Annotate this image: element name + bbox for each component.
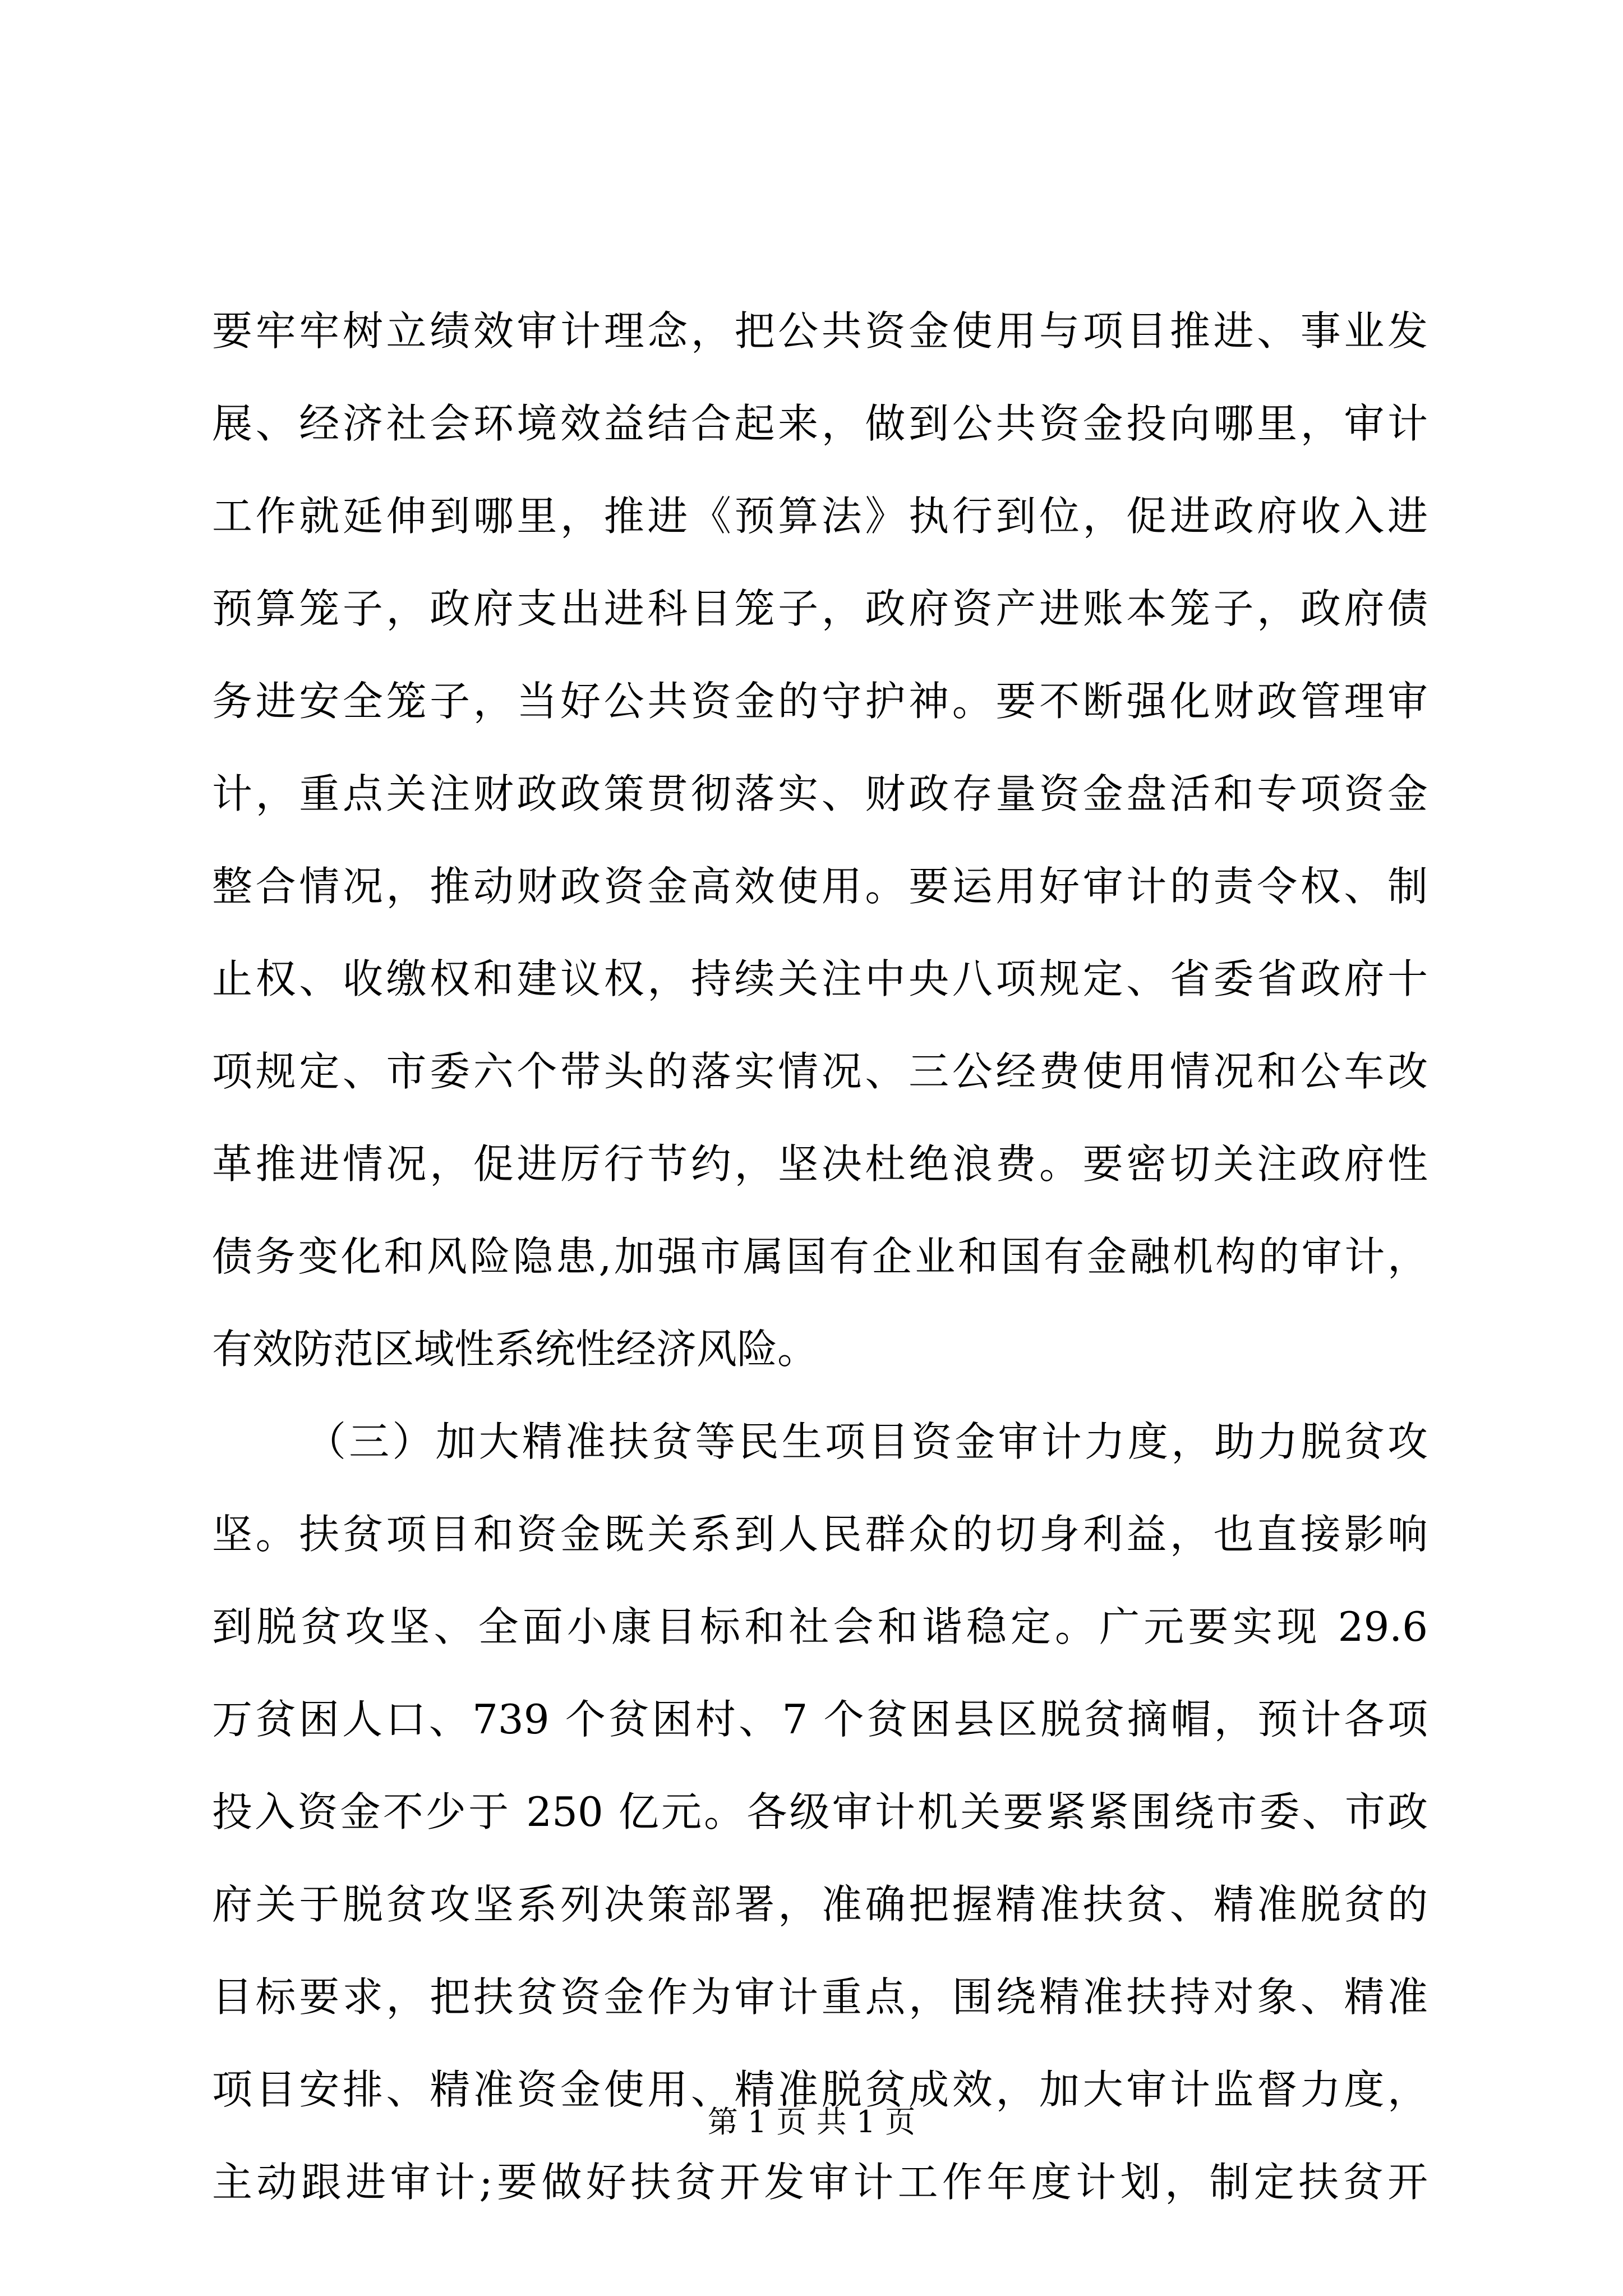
text-line: （三）加大精准扶贫等民生项目资金审计力度，助力脱贫攻: [306, 1418, 1428, 1465]
text-line: 展、经济社会环境效益结合起来，做到公共资金投向哪里，审计: [212, 400, 1428, 447]
text-line: 项规定、市委六个带头的落实情况、三公经费使用情况和公车改: [212, 1048, 1428, 1095]
text-line: 革推进情况，促进厉行节约，坚决杜绝浪费。要密切关注政府性: [212, 1140, 1428, 1188]
text-line: 主动跟进审计;要做好扶贫开发审计工作年度计划，制定扶贫开: [212, 2159, 1428, 2206]
text-line: 项目安排、精准资金使用、精准脱贫成效，加大审计监督力度，: [212, 2066, 1428, 2113]
text-line: 计，重点关注财政政策贯彻落实、财政存量资金盘活和专项资金: [212, 770, 1428, 817]
text-line: 坚。扶贫项目和资金既关系到人民群众的切身利益，也直接影响: [212, 1511, 1428, 1558]
text-line: 整合情况，推动财政资金高效使用。要运用好审计的责令权、制: [212, 863, 1428, 910]
text-line: 府关于脱贫攻坚系列决策部署，准确把握精准扶贫、精准脱贫的: [212, 1881, 1428, 1928]
text-line: 务进安全笼子，当好公共资金的守护神。要不断强化财政管理审: [212, 678, 1428, 725]
text-line: 工作就延伸到哪里，推进《预算法》执行到位，促进政府收入进: [212, 493, 1428, 540]
text-line: 投入资金不少于 250 亿元。各级审计机关要紧紧围绕市委、市政: [212, 1788, 1428, 1835]
text-line: 止权、收缴权和建议权，持续关注中央八项规定、省委省政府十: [212, 955, 1428, 1002]
page-footer: [0, 2098, 1623, 2141]
text-line: 到脱贫攻坚、全面小康目标和社会和谐稳定。广元要实现 29.6: [212, 1603, 1428, 1650]
text-line: 万贫困人口、739 个贫困村、7 个贫困县区脱贫摘帽，预计各项: [212, 1696, 1428, 1743]
text-line: 目标要求，把扶贫资金作为审计重点，围绕精准扶持对象、精准: [212, 1973, 1428, 2021]
page-number: 第 1 页 共 1 页: [707, 2104, 916, 2139]
text-line: 预算笼子，政府支出进科目笼子，政府资产进账本笼子，政府债: [212, 585, 1428, 632]
text-line: 要牢牢树立绩效审计理念，把公共资金使用与项目推进、事业发: [212, 307, 1428, 355]
text-line: 债务变化和风险隐患,加强市属国有企业和国有金融机构的审计，: [212, 1233, 1428, 1280]
text-line: 有效防范区域性系统性经济风险。: [212, 1326, 818, 1373]
